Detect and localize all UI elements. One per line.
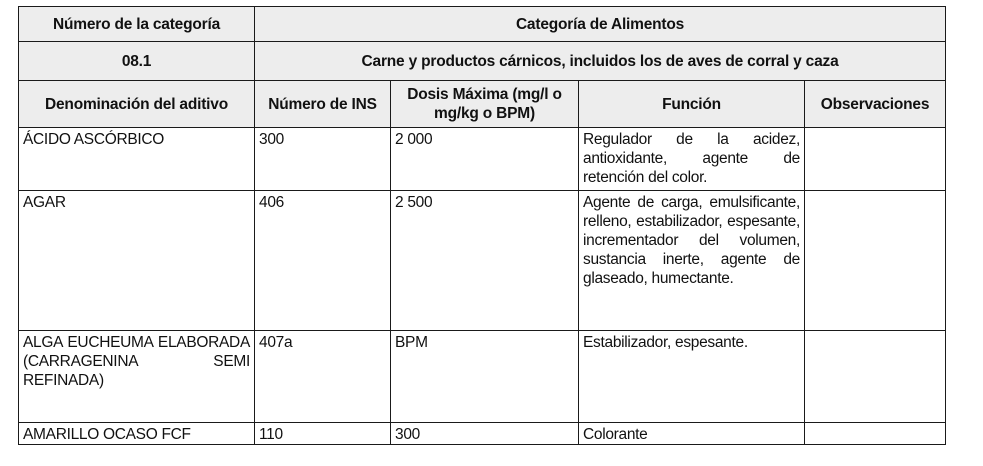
ins-number: 110 bbox=[255, 423, 391, 445]
additive-observations bbox=[805, 423, 946, 445]
column-header-observations: Observaciones bbox=[805, 81, 946, 128]
max-dose: 300 bbox=[391, 423, 579, 445]
column-header-max-dose: Dosis Máxima (mg/l o mg/kg o BPM) bbox=[391, 81, 579, 128]
food-category-label: Categoría de Alimentos bbox=[255, 7, 946, 42]
max-dose: 2 000 bbox=[391, 128, 579, 191]
table-row bbox=[19, 423, 946, 445]
additive-name: ALGA EUCHEUMA ELABORADA (CARRAGENINA SEMI REFINADA) bbox=[19, 331, 255, 423]
additive-name: ÁCIDO ASCÓRBICO bbox=[19, 128, 255, 191]
additive-observations bbox=[805, 331, 946, 423]
column-header-ins: Número de INS bbox=[255, 81, 391, 128]
category-name: Carne y productos cárnicos, incluidos los de aves de corral y caza bbox=[255, 42, 946, 81]
additive-name: AMARILLO OCASO FCF bbox=[19, 423, 255, 445]
column-header-function: Función bbox=[579, 81, 805, 128]
table-row bbox=[19, 191, 946, 331]
additive-function: Regulador de la acidez, antioxidante, agente de retención del color. bbox=[579, 128, 805, 191]
additive-observations bbox=[805, 191, 946, 331]
additive-observations bbox=[805, 128, 946, 191]
additive-function: Colorante bbox=[579, 423, 805, 445]
additive-function: Estabilizador, espesante. bbox=[579, 331, 805, 423]
additive-name: AGAR bbox=[19, 191, 255, 331]
category-number: 08.1 bbox=[19, 42, 255, 81]
ins-number: 407a bbox=[255, 331, 391, 423]
additive-function: Agente de carga, emulsificante, relleno, estabilizador, espesante, incrementador del volumen, sustancia inerte, agente de glaseado, humectante. bbox=[579, 191, 805, 331]
column-header-additive: Denominación del aditivo bbox=[19, 81, 255, 128]
ins-number: 300 bbox=[255, 128, 391, 191]
additives-table bbox=[18, 6, 946, 445]
ins-number: 406 bbox=[255, 191, 391, 331]
max-dose: 2 500 bbox=[391, 191, 579, 331]
category-number-label: Número de la categoría bbox=[19, 7, 255, 42]
table-row bbox=[19, 331, 946, 423]
max-dose: BPM bbox=[391, 331, 579, 423]
table-row bbox=[19, 128, 946, 191]
